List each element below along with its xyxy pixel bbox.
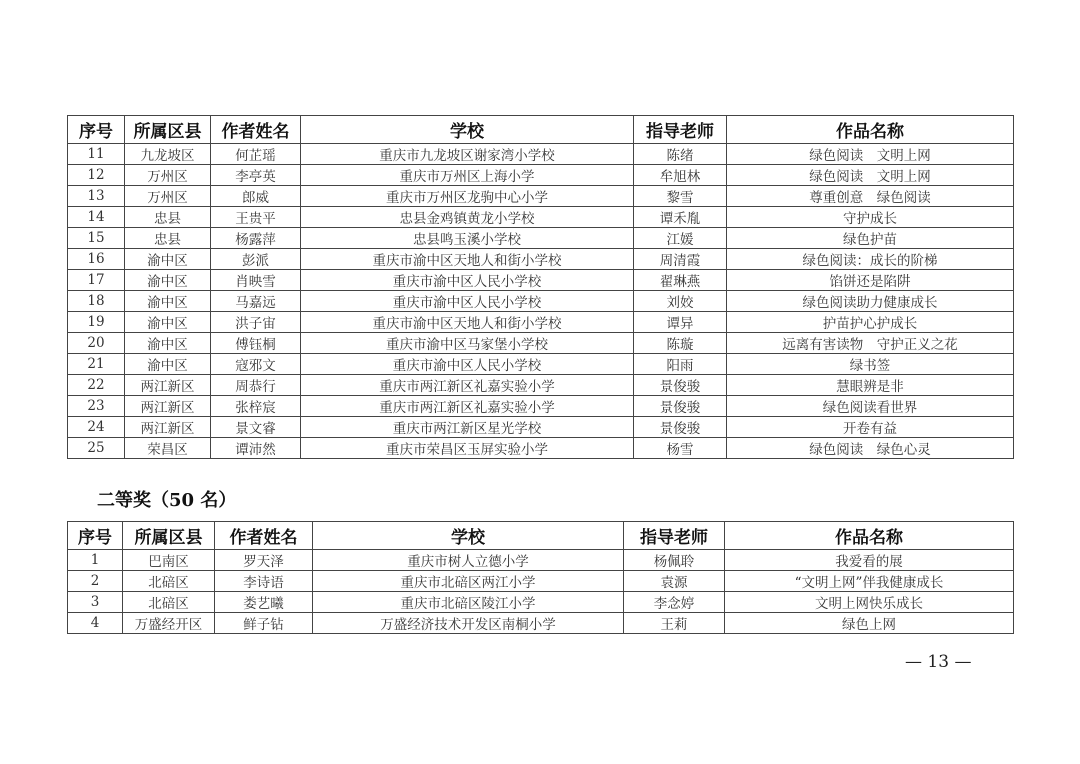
cell-teacher: 景俊骏 bbox=[634, 417, 727, 438]
cell-author: 罗天泽 bbox=[215, 550, 313, 571]
cell-school: 重庆市两江新区礼嘉实验小学 bbox=[301, 375, 634, 396]
cell-author: 周恭行 bbox=[211, 375, 301, 396]
cell-work-title: 绿色上网 bbox=[725, 613, 1014, 634]
cell-author: 谭沛然 bbox=[211, 438, 301, 459]
cell-author: 彭派 bbox=[211, 249, 301, 270]
table-body bbox=[68, 550, 1014, 634]
cell-school: 重庆市渝中区天地人和街小学校 bbox=[301, 312, 634, 333]
cell-teacher: 陈璇 bbox=[634, 333, 727, 354]
cell-school: 忠县鸣玉溪小学校 bbox=[301, 228, 634, 249]
cell-seq: 19 bbox=[68, 312, 125, 333]
cell-school: 重庆市万州区龙驹中心小学 bbox=[301, 186, 634, 207]
cell-teacher: 袁源 bbox=[624, 571, 725, 592]
cell-teacher: 黎雪 bbox=[634, 186, 727, 207]
cell-district: 万盛经开区 bbox=[123, 613, 215, 634]
table-row bbox=[68, 396, 1014, 417]
cell-work-title: 馅饼还是陷阱 bbox=[727, 270, 1014, 291]
cell-school: 重庆市荣昌区玉屏实验小学 bbox=[301, 438, 634, 459]
header-work-title: 作品名称 bbox=[727, 116, 1014, 144]
cell-district: 渝中区 bbox=[125, 291, 211, 312]
cell-author: 娄艺曦 bbox=[215, 592, 313, 613]
cell-district: 九龙坡区 bbox=[125, 144, 211, 165]
table-header-row bbox=[68, 116, 1014, 144]
cell-work-title: 护苗护心护成长 bbox=[727, 312, 1014, 333]
cell-district: 两江新区 bbox=[125, 396, 211, 417]
cell-author: 洪子宙 bbox=[211, 312, 301, 333]
cell-work-title: 开卷有益 bbox=[727, 417, 1014, 438]
cell-seq: 2 bbox=[68, 571, 123, 592]
cell-school: 重庆市九龙坡区谢家湾小学校 bbox=[301, 144, 634, 165]
cell-work-title: 慧眼辨是非 bbox=[727, 375, 1014, 396]
header-teacher: 指导老师 bbox=[624, 522, 725, 550]
cell-district: 两江新区 bbox=[125, 375, 211, 396]
header-author: 作者姓名 bbox=[211, 116, 301, 144]
cell-teacher: 景俊骏 bbox=[634, 396, 727, 417]
header-school: 学校 bbox=[301, 116, 634, 144]
cell-district: 北碚区 bbox=[123, 592, 215, 613]
cell-work-title: 文明上网快乐成长 bbox=[725, 592, 1014, 613]
cell-work-title: 守护成长 bbox=[727, 207, 1014, 228]
cell-author: 马嘉远 bbox=[211, 291, 301, 312]
cell-work-title: 绿色阅读看世界 bbox=[727, 396, 1014, 417]
cell-teacher: 李念婷 bbox=[624, 592, 725, 613]
cell-seq: 17 bbox=[68, 270, 125, 291]
cell-district: 万州区 bbox=[125, 165, 211, 186]
table-row bbox=[68, 550, 1014, 571]
header-district: 所属区县 bbox=[125, 116, 211, 144]
cell-work-title: 绿色阅读助力健康成长 bbox=[727, 291, 1014, 312]
cell-district: 渝中区 bbox=[125, 354, 211, 375]
cell-school: 重庆市两江新区星光学校 bbox=[301, 417, 634, 438]
table-row bbox=[68, 270, 1014, 291]
cell-school: 万盛经济技术开发区南桐小学 bbox=[313, 613, 624, 634]
cell-seq: 24 bbox=[68, 417, 125, 438]
cell-seq: 3 bbox=[68, 592, 123, 613]
cell-district: 荣昌区 bbox=[125, 438, 211, 459]
header-author: 作者姓名 bbox=[215, 522, 313, 550]
cell-teacher: 阳雨 bbox=[634, 354, 727, 375]
cell-seq: 15 bbox=[68, 228, 125, 249]
cell-teacher: 谭异 bbox=[634, 312, 727, 333]
cell-author: 何芷瑶 bbox=[211, 144, 301, 165]
cell-teacher: 周清霞 bbox=[634, 249, 727, 270]
cell-seq: 21 bbox=[68, 354, 125, 375]
cell-teacher: 翟琳燕 bbox=[634, 270, 727, 291]
cell-work-title: 尊重创意 绿色阅读 bbox=[727, 186, 1014, 207]
cell-seq: 23 bbox=[68, 396, 125, 417]
header-seq: 序号 bbox=[68, 522, 123, 550]
table-row bbox=[68, 165, 1014, 186]
cell-school: 重庆市树人立德小学 bbox=[313, 550, 624, 571]
cell-author: 杨露萍 bbox=[211, 228, 301, 249]
table-row bbox=[68, 249, 1014, 270]
table-row bbox=[68, 228, 1014, 249]
cell-work-title: 绿色阅读 文明上网 bbox=[727, 165, 1014, 186]
cell-teacher: 牟旭林 bbox=[634, 165, 727, 186]
cell-work-title: 绿色阅读：成长的阶梯 bbox=[727, 249, 1014, 270]
cell-school: 重庆市渝中区天地人和街小学校 bbox=[301, 249, 634, 270]
cell-district: 巴南区 bbox=[123, 550, 215, 571]
table-row bbox=[68, 417, 1014, 438]
cell-teacher: 王莉 bbox=[624, 613, 725, 634]
cell-district: 渝中区 bbox=[125, 270, 211, 291]
table-row bbox=[68, 375, 1014, 396]
cell-district: 忠县 bbox=[125, 207, 211, 228]
cell-district: 渝中区 bbox=[125, 249, 211, 270]
cell-seq: 25 bbox=[68, 438, 125, 459]
cell-seq: 4 bbox=[68, 613, 123, 634]
cell-work-title: 绿书签 bbox=[727, 354, 1014, 375]
table-row bbox=[68, 144, 1014, 165]
table-row bbox=[68, 333, 1014, 354]
cell-author: 张梓宸 bbox=[211, 396, 301, 417]
cell-teacher: 江媛 bbox=[634, 228, 727, 249]
cell-teacher: 谭禾胤 bbox=[634, 207, 727, 228]
table-row bbox=[68, 592, 1014, 613]
table-row bbox=[68, 186, 1014, 207]
cell-author: 李亭英 bbox=[211, 165, 301, 186]
cell-school: 重庆市北碚区陵江小学 bbox=[313, 592, 624, 613]
table-row bbox=[68, 354, 1014, 375]
cell-seq: 11 bbox=[68, 144, 125, 165]
cell-author: 景文睿 bbox=[211, 417, 301, 438]
cell-district: 渝中区 bbox=[125, 312, 211, 333]
award-table-second-prize bbox=[67, 521, 1014, 634]
cell-work-title: 远离有害读物 守护正义之花 bbox=[727, 333, 1014, 354]
cell-work-title: “文明上网”伴我健康成长 bbox=[725, 571, 1014, 592]
header-work-title: 作品名称 bbox=[725, 522, 1014, 550]
cell-seq: 22 bbox=[68, 375, 125, 396]
cell-teacher: 杨佩聆 bbox=[624, 550, 725, 571]
cell-author: 鲜子钻 bbox=[215, 613, 313, 634]
section-title-second-prize: 二等奖（50 名） bbox=[97, 490, 237, 511]
cell-work-title: 我爱看的展 bbox=[725, 550, 1014, 571]
table-body bbox=[68, 144, 1014, 459]
cell-seq: 16 bbox=[68, 249, 125, 270]
cell-district: 忠县 bbox=[125, 228, 211, 249]
table-row bbox=[68, 613, 1014, 634]
table-row bbox=[68, 291, 1014, 312]
cell-school: 重庆市两江新区礼嘉实验小学 bbox=[301, 396, 634, 417]
cell-district: 北碚区 bbox=[123, 571, 215, 592]
cell-district: 万州区 bbox=[125, 186, 211, 207]
cell-seq: 1 bbox=[68, 550, 123, 571]
header-district: 所属区县 bbox=[123, 522, 215, 550]
table-row bbox=[68, 438, 1014, 459]
cell-district: 两江新区 bbox=[125, 417, 211, 438]
cell-author: 傅钰桐 bbox=[211, 333, 301, 354]
page-number: — 13 — bbox=[905, 652, 972, 672]
cell-teacher: 杨雪 bbox=[634, 438, 727, 459]
cell-seq: 18 bbox=[68, 291, 125, 312]
cell-teacher: 刘姣 bbox=[634, 291, 727, 312]
cell-work-title: 绿色护苗 bbox=[727, 228, 1014, 249]
cell-district: 渝中区 bbox=[125, 333, 211, 354]
cell-school: 重庆市渝中区人民小学校 bbox=[301, 291, 634, 312]
award-table-first-prize bbox=[67, 115, 1014, 459]
header-teacher: 指导老师 bbox=[634, 116, 727, 144]
table-row bbox=[68, 312, 1014, 333]
cell-school: 重庆市渝中区马家堡小学校 bbox=[301, 333, 634, 354]
cell-school: 忠县金鸡镇黄龙小学校 bbox=[301, 207, 634, 228]
cell-school: 重庆市渝中区人民小学校 bbox=[301, 270, 634, 291]
table-header-row bbox=[68, 522, 1014, 550]
cell-author: 郎威 bbox=[211, 186, 301, 207]
cell-author: 李诗语 bbox=[215, 571, 313, 592]
cell-author: 肖映雪 bbox=[211, 270, 301, 291]
cell-work-title: 绿色阅读 文明上网 bbox=[727, 144, 1014, 165]
cell-seq: 13 bbox=[68, 186, 125, 207]
table-row bbox=[68, 571, 1014, 592]
table-row bbox=[68, 207, 1014, 228]
header-school: 学校 bbox=[313, 522, 624, 550]
cell-author: 寇邪文 bbox=[211, 354, 301, 375]
cell-teacher: 景俊骏 bbox=[634, 375, 727, 396]
cell-school: 重庆市北碚区两江小学 bbox=[313, 571, 624, 592]
cell-teacher: 陈绪 bbox=[634, 144, 727, 165]
cell-seq: 20 bbox=[68, 333, 125, 354]
header-seq: 序号 bbox=[68, 116, 125, 144]
cell-work-title: 绿色阅读 绿色心灵 bbox=[727, 438, 1014, 459]
cell-seq: 12 bbox=[68, 165, 125, 186]
cell-school: 重庆市渝中区人民小学校 bbox=[301, 354, 634, 375]
cell-school: 重庆市万州区上海小学 bbox=[301, 165, 634, 186]
cell-author: 王贵平 bbox=[211, 207, 301, 228]
cell-seq: 14 bbox=[68, 207, 125, 228]
